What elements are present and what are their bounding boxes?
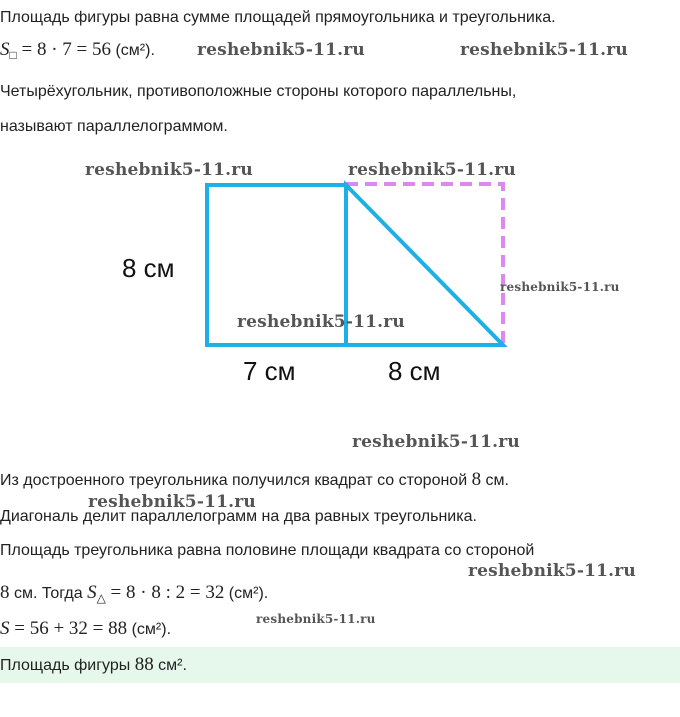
- watermark: reshebnik5-11.ru: [237, 312, 405, 332]
- answer-number: 88: [134, 654, 154, 675]
- area-symbol: S: [0, 618, 10, 639]
- total-area-expression: = 56 + 32 = 88: [9, 618, 128, 639]
- text-line-9: [0, 619, 171, 640]
- text-line-8: [0, 583, 268, 604]
- watermark: reshebnik5-11.ru: [88, 492, 256, 512]
- triangle-area-expression: = 8 · 8 : 2 = 32: [105, 582, 225, 603]
- text-fragment: см².: [153, 657, 187, 674]
- triangle-subscript: △: [96, 591, 106, 605]
- text-line-1: Площадь фигуры равна сумме площадей прямоугольника и треугольника.: [0, 9, 556, 26]
- unit-text: (см²).: [224, 585, 269, 602]
- rectangle-area-expression: = 8 · 7 = 56: [16, 39, 112, 60]
- text-fragment: см. Тогда: [9, 585, 88, 602]
- area-symbol: S: [0, 39, 10, 60]
- watermark: reshebnik5-11.ru: [85, 160, 253, 180]
- watermark: reshebnik5-11.ru: [348, 160, 516, 180]
- unit-text: (см²).: [111, 42, 155, 59]
- number-8: 8: [471, 469, 482, 490]
- watermark: reshebnik5-11.ru: [352, 432, 520, 452]
- answer-box: [0, 647, 680, 683]
- rect-width-label: 7 см: [243, 356, 296, 386]
- square-subscript: □: [9, 48, 17, 62]
- watermark: reshebnik5-11.ru: [256, 612, 376, 626]
- text-line-3: Четырёхугольник, противоположные стороны которого параллельны,: [0, 83, 517, 100]
- number-8: 8: [0, 582, 10, 603]
- height-label: 8 см: [122, 253, 175, 283]
- text-line-7: Площадь треугольника равна половине площади квадрата со стороной: [0, 542, 535, 559]
- watermark: reshebnik5-11.ru: [197, 40, 365, 60]
- text-fragment: Из достроенного треугольника получился квадрат со стороной: [0, 472, 472, 489]
- area-symbol: S: [87, 582, 97, 603]
- tri-width-label: 8 см: [388, 356, 441, 386]
- text-line-6: Диагональ делит параллелограмм на два равных треугольника.: [0, 508, 477, 525]
- text-fragment: см.: [481, 472, 509, 489]
- text-line-4: называют параллелограммом.: [0, 118, 228, 135]
- unit-text: (см²).: [127, 621, 172, 638]
- text-fragment: Площадь фигуры: [0, 657, 135, 674]
- answer-text: [0, 655, 187, 676]
- watermark: reshebnik5-11.ru: [460, 40, 628, 60]
- watermark: reshebnik5-11.ru: [468, 561, 636, 581]
- text-line-5: [0, 470, 509, 491]
- watermark: reshebnik5-11.ru: [500, 280, 620, 294]
